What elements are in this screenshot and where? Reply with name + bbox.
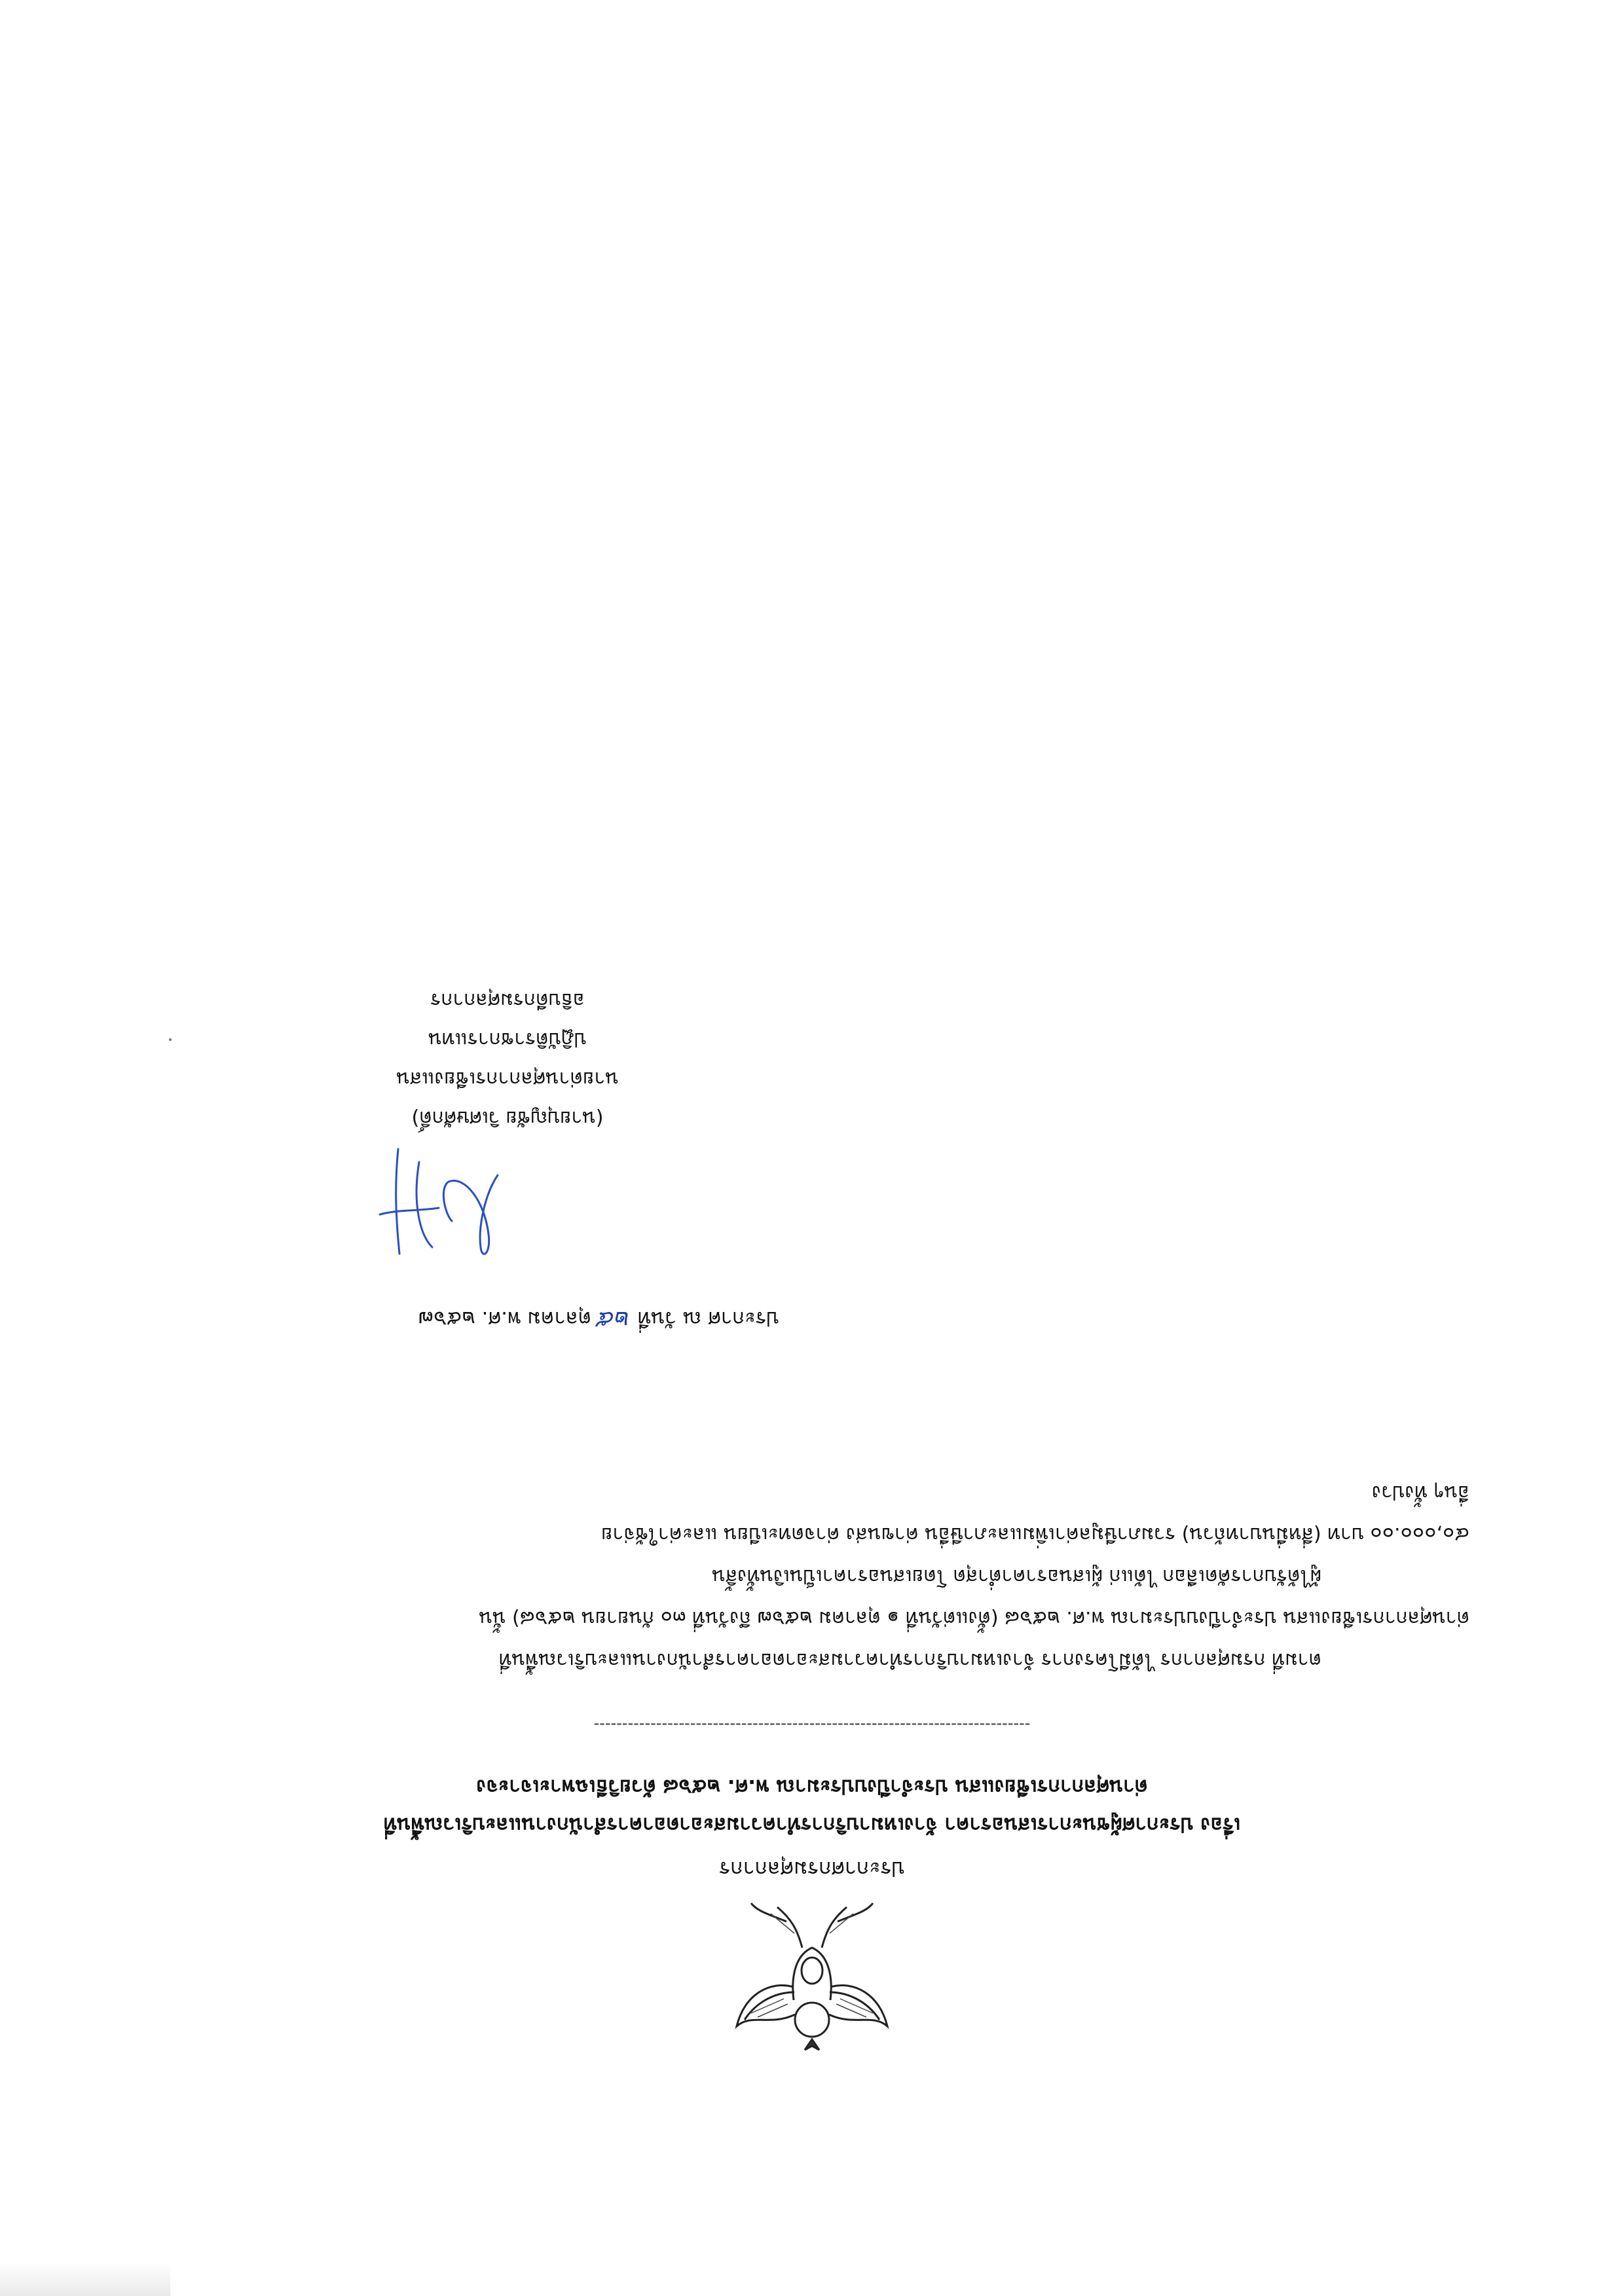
signatory-authority: อธิบดีกรมศุลกากร bbox=[430, 989, 585, 1011]
scan-speck bbox=[169, 1038, 172, 1041]
signatory-acting: ปฏิบัติราชการแทน bbox=[428, 1028, 587, 1051]
signatory-position: นายด่านศุลกากรเชียงแสน bbox=[396, 1067, 619, 1090]
divider-line: ----------------------------------------------------------------------------- bbox=[593, 1716, 1031, 1734]
body-paragraph-line: อื่นๆ ทั้งปวง bbox=[1371, 1481, 1469, 1504]
announcement-suffix: ตุลาคม พ.ศ. ๒๕๖๗ bbox=[418, 1307, 591, 1330]
organization-title: ประกาศกรมศุลกากร bbox=[719, 1857, 905, 1882]
subject-line-1: เรื่อง ประกาศผู้ชนะการเสนอราคา จ้างเหมาบริการทำความสะอาดอาคารสำนักงานและบริเวณพื้นที่ bbox=[383, 1813, 1241, 1836]
scan-shadow bbox=[0, 2263, 170, 2296]
handwritten-signature-icon bbox=[354, 1142, 511, 1273]
garuda-emblem-icon bbox=[731, 1898, 893, 2052]
signatory-name: (นายบุญชัย วิเศษศักดิ์) bbox=[411, 1106, 604, 1129]
announcement-prefix: ประกาศ ณ วันที่ bbox=[637, 1307, 779, 1330]
body-paragraph-line: ด่านศุลกากรเชียงแสน ประจำปีงบประมาณ พ.ศ. ๒๕๖๘ (ตั้งแต่วันที่ ๑ ตุลาคม ๒๕๖๗ ถึงวันที่ ๓๐ กันยายน ๒๕๖๘) นั้น bbox=[479, 1607, 1469, 1630]
subject-line-2: ด่านศุลกากรเชียงแสน ประจำปีงบประมาณ พ.ศ. ๒๕๖๘ ด้วยวิธีเฉพาะเจาะจง bbox=[476, 1775, 1148, 1798]
body-paragraph-line: ตามที่ กรมศุลกากร ได้มีโครงการ จ้างเหมาบริการทำความสะอาดอาคารสำนักงานและบริเวณพื้นที่ bbox=[498, 1649, 1321, 1671]
body-paragraph-line: ผู้ได้รับการคัดเลือก ได้แก่ ผู้เสนอราคาต่ำสุด โดยเสนอราคาเป็นเงินทั้งสิ้น bbox=[712, 1565, 1321, 1588]
body-paragraph-line: ๔๐,๐๐๐.๐๐ บาท (สี่หมื่นบาทถ้วน) รวมภาษีมูลค่าเพิ่มและภาษีอื่น ค่าขนส่ง ค่าจดทะเบียน และค่าใช้จ่าย bbox=[600, 1523, 1469, 1546]
announcement-day: ๒๕ bbox=[597, 1306, 631, 1333]
announcement-date bbox=[418, 1305, 779, 1332]
